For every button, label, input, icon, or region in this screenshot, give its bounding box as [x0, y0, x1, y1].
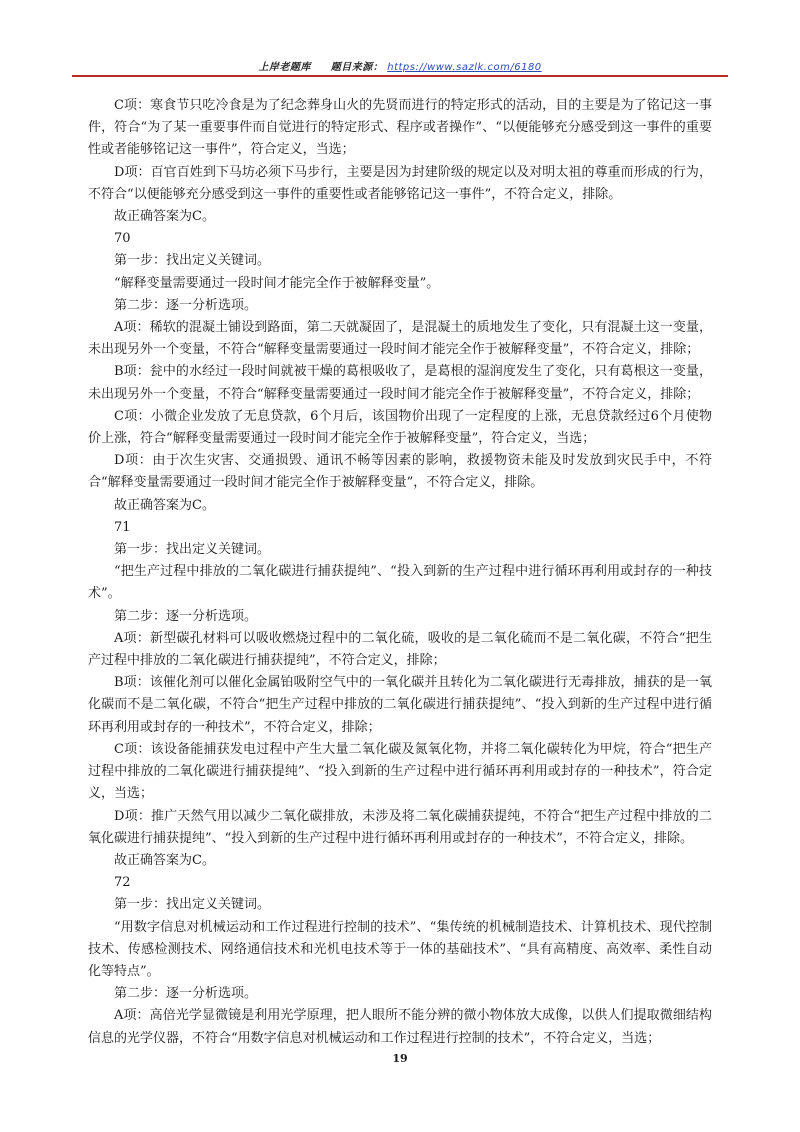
paragraph: D项：推广天然气用以减少二氧化碳排放，未涉及将二氧化碳捕获提纯，不符合“把生产过程中排放的二氧化碳进行捕获提纯”、“投入到新的生产过程中进行循环再利用或封存的一种技术”，不符合定义，排除。: [88, 808, 712, 846]
paragraph: “用数字信息对机械运动和工作过程进行控制的技术”、“集传统的机械制造技术、计算机技术、现代控制技术、传感检测技术、网络通信技术和光机电技术等于一体的基础技术”、“具有高精度、高效率、柔性自动化等特点”。: [88, 919, 712, 979]
paragraph: D项：由于次生灾害、交通损毁、通讯不畅等因素的影响，救援物资未能及时发放到灾民手中，不符合“解释变量需要通过一段时间才能完全作于被解释变量”，不符合定义，排除。: [88, 453, 712, 491]
question-number: 70: [114, 231, 131, 247]
header-site-name: 上岸老题库: [258, 62, 311, 73]
paragraph: C项：小微企业发放了无息贷款，6个月后，该国物价出现了一定程度的上涨，无息贷款经过6个月使物价上涨，符合“解释变量需要通过一段时间才能完全作于被解释变量”，符合定义，当选；: [88, 408, 712, 447]
question-number: 71: [114, 519, 131, 535]
paragraph: C项：该设备能捕获发电过程中产生大量二氧化碳及氮氧化物，并将二氧化碳转化为甲烷，符合“把生产过程中排放的二氧化碳进行捕获提纯”、“投入到新的生产过程中进行循环再利用或封存的一种技术”，符合定义，当选；: [88, 741, 712, 802]
paragraph: 故正确答案为C。: [114, 209, 215, 225]
paragraph: 第二步：逐一分析选项。: [114, 986, 258, 1002]
paragraph: “把生产过程中排放的二氧化碳进行捕获提纯”、“投入到新的生产过程中进行循环再利用或封存的一种技术”。: [88, 564, 712, 602]
paragraph: 第二步：逐一分析选项。: [114, 297, 258, 313]
paragraph: B项：瓮中的水经过一段时间就被干燥的葛根吸收了，是葛根的湿润度发生了变化，只有葛根这一变量，未出现另外一个变量，不符合“解释变量需要通过一段时间才能完全作于被解释变量”，不符合定义，排除；: [88, 364, 712, 402]
page-header: [72, 58, 728, 73]
paragraph: C项：寒食节只吃冷食是为了纪念葬身山火的先贤而进行的特定形式的活动，目的主要是为了铭记这一事件，符合“为了某一重要事件而自觉进行的特定形式、程序或者操作”、“以便能够充分感受到这一事件的重要性或者能够铭记这一事件”，符合定义，当选；: [88, 98, 712, 158]
paragraph: B项：该催化剂可以催化金属铂吸附空气中的一氧化碳并且转化为二氧化碳进行无毒排放，捕获的是一氧化碳而不是二氧化碳，不符合“把生产过程中排放的二氧化碳进行捕获提纯”、“投入到新的生产过程中进行循环再利用或封存的一种技术”，不符合定义，排除；: [88, 675, 712, 735]
paragraph: A项：稀软的混凝土铺设到路面，第二天就凝固了，是混凝土的质地发生了变化，只有混凝土这一变量，未出现另外一个变量，不符合“解释变量需要通过一段时间才能完全作于被解释变量”，不符合定义，排除；: [88, 320, 712, 358]
paragraph: 故正确答案为C。: [114, 852, 215, 868]
paragraph: A项：高倍光学显微镜是利用光学原理，把人眼所不能分辨的微小物体放大成像，以供人们提取微细结构信息的光学仪器，不符合“用数字信息对机械运动和工作过程进行控制的技术”，不符合定义，当选；: [88, 1008, 712, 1046]
paragraph: 故正确答案为C。: [114, 497, 215, 513]
paragraph: A项：新型碳孔材料可以吸收燃烧过程中的二氧化硫，吸收的是二氧化硫而不是二氧化碳，不符合“把生产过程中排放的二氧化碳进行捕获提纯”，不符合定义，排除；: [88, 630, 712, 669]
paragraph: 第二步：逐一分析选项。: [114, 608, 258, 624]
paragraph: 第一步：找出定义关键词。: [114, 542, 271, 558]
document-body: [88, 95, 712, 1050]
paragraph: 第一步：找出定义关键词。: [114, 253, 271, 269]
header-source-label: 题目来源：: [330, 62, 384, 73]
header-url-link[interactable]: https://www.sazlk.com/6180: [387, 62, 542, 73]
paragraph: “解释变量需要通过一段时间才能完全作于被解释变量”。: [114, 275, 440, 291]
paragraph: 第一步：找出定义关键词。: [114, 897, 271, 913]
paragraph: D项：百官百姓到下马坊必须下马步行，主要是因为封建阶级的规定以及对明太祖的尊重而形成的行为，不符合“以便能够充分感受到这一事件的重要性或者能够铭记这一事件”，不符合定义，排除。: [88, 164, 712, 202]
header-divider: [72, 75, 728, 77]
question-number: 72: [114, 875, 131, 891]
page-number: 19: [392, 1052, 408, 1065]
